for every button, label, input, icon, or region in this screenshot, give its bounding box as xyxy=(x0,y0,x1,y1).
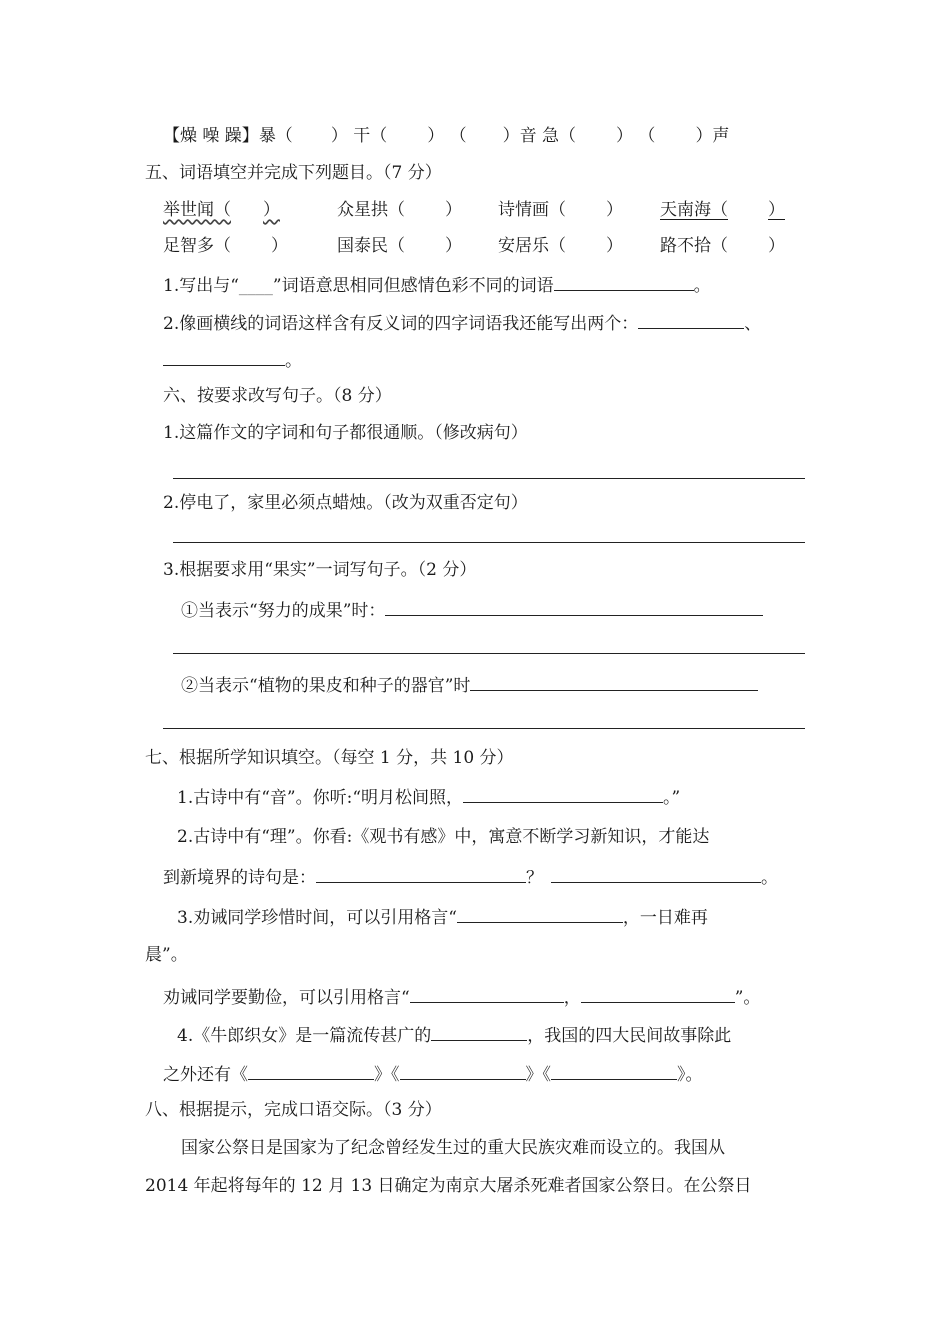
answer-blank[interactable] xyxy=(638,310,744,329)
s7-q4: 4.《牛郎织女》是一篇流传甚广的 ，我国的四大民间故事除此 xyxy=(177,1022,731,1046)
zao-text-f: ）声 xyxy=(695,126,730,146)
word-item: 路不拾（ ） xyxy=(660,236,785,256)
s5-q2-cont: 。 xyxy=(163,347,302,371)
section7-title: 七、根据所学知识填空。（每空 1 分，共 10 分） xyxy=(145,748,514,768)
zao-text-b: ） 干（ xyxy=(330,126,388,146)
zao-choice-line xyxy=(163,124,729,148)
s7-q2: 2.古诗中有“理”。你看:《观书有感》中，寓意不断学习新知识，才能达 xyxy=(177,827,710,847)
s6-q2: 2.停电了，家里必须点蜡烛。（改为双重否定句） xyxy=(163,493,528,513)
s6-q1: 1.这篇作文的字词和句子都很通顺。（修改病句） xyxy=(163,423,528,443)
section8-title: 八、根据提示，完成口语交际。（3 分） xyxy=(145,1100,442,1120)
answer-blank[interactable] xyxy=(457,904,623,923)
s7-q1: 1.古诗中有“音”。你听:“明月松间照， 。” xyxy=(177,784,680,808)
s7-q3-d: 劝诫同学要勤俭，可以引用格言“ ， ”。 xyxy=(163,984,760,1008)
q1-word-blank: ____ xyxy=(238,276,273,296)
s7-q2-cont: 到新境界的诗句是： ？ 。 xyxy=(163,864,778,888)
word-item: 国泰民（ ） xyxy=(337,236,462,256)
s6-q3b: ②当表示“植物的果皮和种子的器官”时 xyxy=(181,672,758,696)
answer-blank[interactable] xyxy=(431,1022,527,1041)
answer-blank[interactable] xyxy=(248,1061,374,1080)
answer-blank[interactable] xyxy=(551,1061,677,1080)
s8-paragraph-line-2: 2014 年起将每年的 12 月 13 日确定为南京大屠杀死难者国家公祭日。在公祭日 xyxy=(145,1176,752,1196)
answer-line[interactable] xyxy=(173,653,805,654)
answer-blank[interactable] xyxy=(463,784,663,803)
answer-blank[interactable] xyxy=(470,672,758,691)
zao-text-d: ）音 急（ xyxy=(502,126,577,146)
answer-line[interactable] xyxy=(163,728,805,729)
word-item xyxy=(163,198,280,222)
answer-blank[interactable] xyxy=(400,1061,526,1080)
word-item: 众星拱（ ） xyxy=(337,200,462,220)
s5-q2: 2.像画横线的词语这样含有反义词的四字词语我还能写出两个： 、 xyxy=(163,310,761,334)
zao-bracket: 【燥 噪 躁】 xyxy=(163,126,259,146)
zao-text-c: ） （ xyxy=(427,126,467,146)
section5-title: 五、词语填空并完成下列题目。（7 分） xyxy=(145,163,442,183)
answer-blank[interactable] xyxy=(551,864,761,883)
s6-q3a: ①当表示“努力的成果”时： xyxy=(181,597,763,621)
s7-q3: 3.劝诫同学珍惜时间，可以引用格言“ ，一日难再 xyxy=(177,904,708,928)
answer-blank[interactable] xyxy=(163,347,285,366)
word-item xyxy=(660,198,785,222)
word-item: 安居乐（ ） xyxy=(498,236,623,256)
answer-blank[interactable] xyxy=(554,272,694,291)
s7-q3-cont: 晨”。 xyxy=(145,945,188,965)
word-wavy-underlined: 举世闻（ ） xyxy=(163,200,280,220)
s8-paragraph-line-1: 国家公祭日是国家为了纪念曾经发生过的重大民族灾难而设立的。我国从 xyxy=(181,1138,725,1158)
answer-blank[interactable] xyxy=(410,984,564,1003)
word-item: 足智多（ ） xyxy=(163,236,288,256)
zao-text-a: 暴（ xyxy=(258,126,293,146)
s7-q4-cont: 之外还有《 》《 》《 》。 xyxy=(163,1061,703,1085)
zao-text-e: ） （ xyxy=(616,126,656,146)
s5-q1: 1.写出与“____”词语意思相同但感情色彩不同的词语 。 xyxy=(163,272,711,296)
answer-blank[interactable] xyxy=(385,597,763,616)
answer-blank[interactable] xyxy=(581,984,735,1003)
answer-blank[interactable] xyxy=(316,864,526,883)
answer-line[interactable] xyxy=(173,542,805,543)
s6-q3: 3.根据要求用“果实”一词写句子。（2 分） xyxy=(163,560,477,580)
word-line-underlined: 天南海（ ） xyxy=(660,200,785,220)
section6-title: 六、按要求改写句子。（8 分） xyxy=(163,386,392,406)
answer-line[interactable] xyxy=(173,478,805,479)
word-item: 诗情画（ ） xyxy=(498,200,623,220)
